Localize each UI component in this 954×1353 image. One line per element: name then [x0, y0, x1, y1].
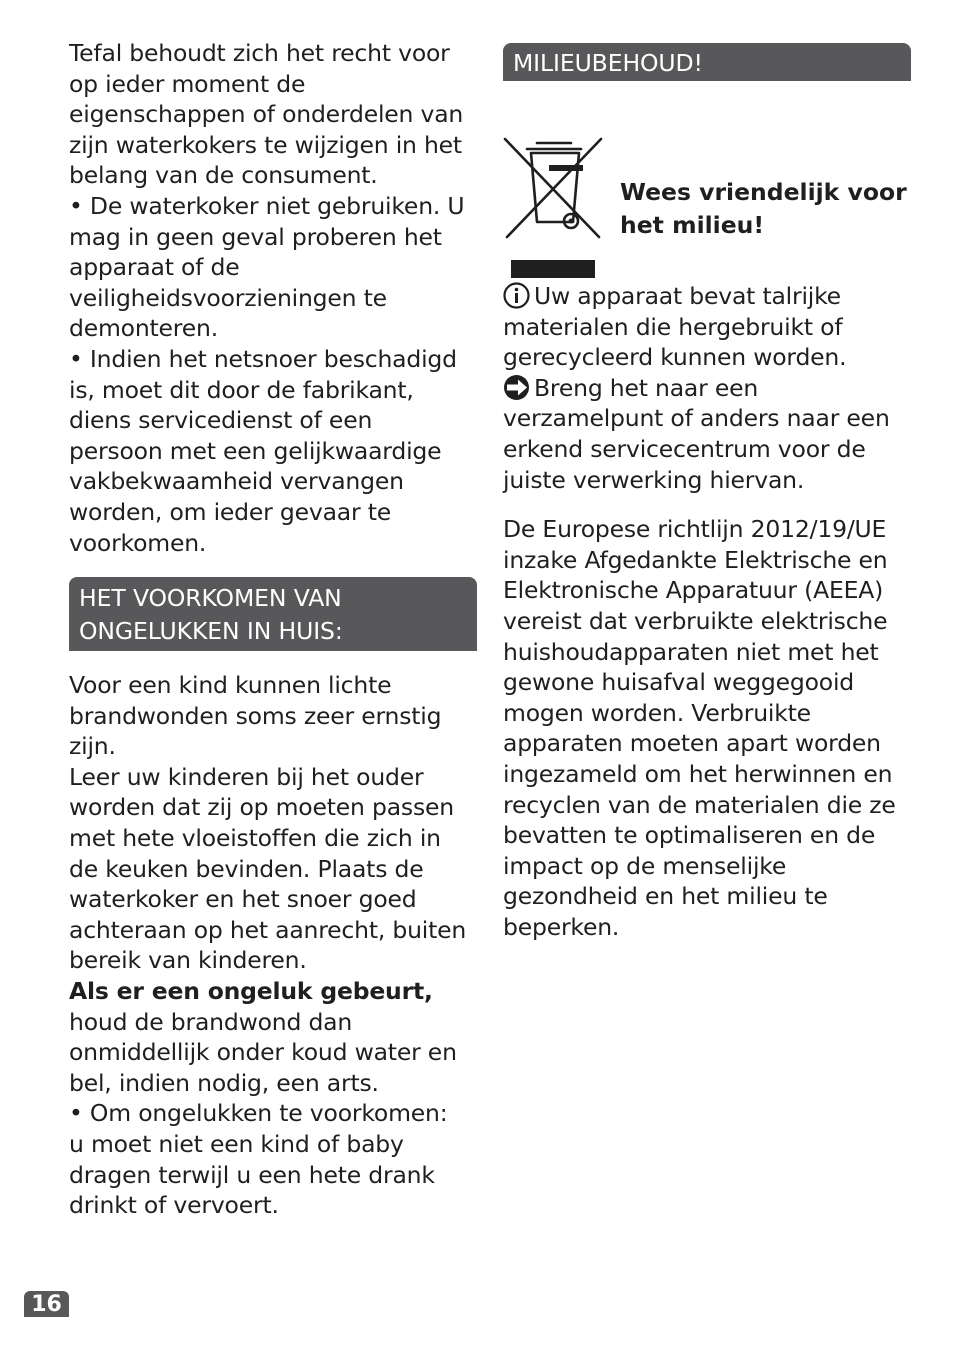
- paragraph-collection-point: [503, 373, 913, 495]
- right-column: [503, 43, 913, 942]
- info-icon: [503, 282, 530, 309]
- paragraph-child-burns: Voor een kind kunnen lichte brandwonden soms zeer ernstig zijn.: [69, 671, 442, 761]
- arrow-right-circle-icon: [503, 374, 530, 401]
- accident-instruction: houd de brandwond dan onmiddellijk onder koud water en bel, indien nodig, een arts.: [69, 1007, 457, 1097]
- recyclable-text: Uw apparaat bevat talrijke materialen die hergebruikt of gerecycleerd kunnen worden.: [503, 282, 847, 372]
- paragraph-weee-directive: De Europese richtlijn 2012/19/UE inzake Afgedankte Elektrische en Elektronische Apparatuur (AEEA) vereist dat verbruikte elektrische huishoudapparaten niet met het gewone huisafval weggegooid mogen worden. Verbruikte apparaten moeten apart worden ingezameld om het herwinnen en recyclen van de materialen die ze bevatten te optimaliseren en de impact op de menselijke gezondheid en het milieu te beperken.: [503, 515, 896, 941]
- paragraph-recyclable: [503, 281, 913, 373]
- collection-point-text: Breng het naar een verzamelpunt of anders naar een erkend servicecentrum voor de juiste verwerking hiervan.: [503, 373, 890, 494]
- left-column: [69, 38, 469, 1221]
- weee-block: [503, 81, 913, 281]
- bullet-power-cord: • Indien het netsnoer beschadigd is, moet dit door de fabrikant, diens servicedienst of een persoon met een gelijkwaardige vakbekwaamheid vervangen worden, om ieder gevaar te voorkomen.: [69, 344, 457, 557]
- bullet-do-not-use: • De waterkoker niet gebruiken. U mag in geen geval proberen het apparaat of de veiligheidsvoorzieningen te demonteren.: [69, 191, 465, 343]
- accident-bold-lead: Als er een ongeluk gebeurt,: [69, 977, 433, 1006]
- weee-caption: Wees vriendelijk voor het milieu!: [620, 178, 907, 239]
- section-heading-accident-prevention: HET VOORKOMEN VAN ONGELUKKEN IN HUIS:: [69, 577, 477, 651]
- bullet-carry-child: • Om ongelukken te voorkomen: u moet niet een kind of baby dragen terwijl u een hete drank drinkt of vervoert.: [69, 1099, 448, 1220]
- paragraph-manufacturer-rights: Tefal behoudt zich het recht voor op ieder moment de eigenschappen of onderdelen van zijn waterkokers te wijzigen in het belang van de consument.: [69, 39, 464, 190]
- section-heading-environment: MILIEUBEHOUD!: [503, 43, 911, 81]
- crossed-out-wheelie-bin-icon: [503, 137, 605, 279]
- page-number: 16: [24, 1291, 69, 1317]
- paragraph-accident: [69, 976, 469, 1098]
- paragraph-teach-children: Leer uw kinderen bij het ouder worden dat zij op moeten passen met hete vloeistoffen die zich in de keuken bevinden. Plaats de waterkoker en het snoer goed achteraan op het aanrecht, buiten bereik van kinderen.: [69, 762, 467, 975]
